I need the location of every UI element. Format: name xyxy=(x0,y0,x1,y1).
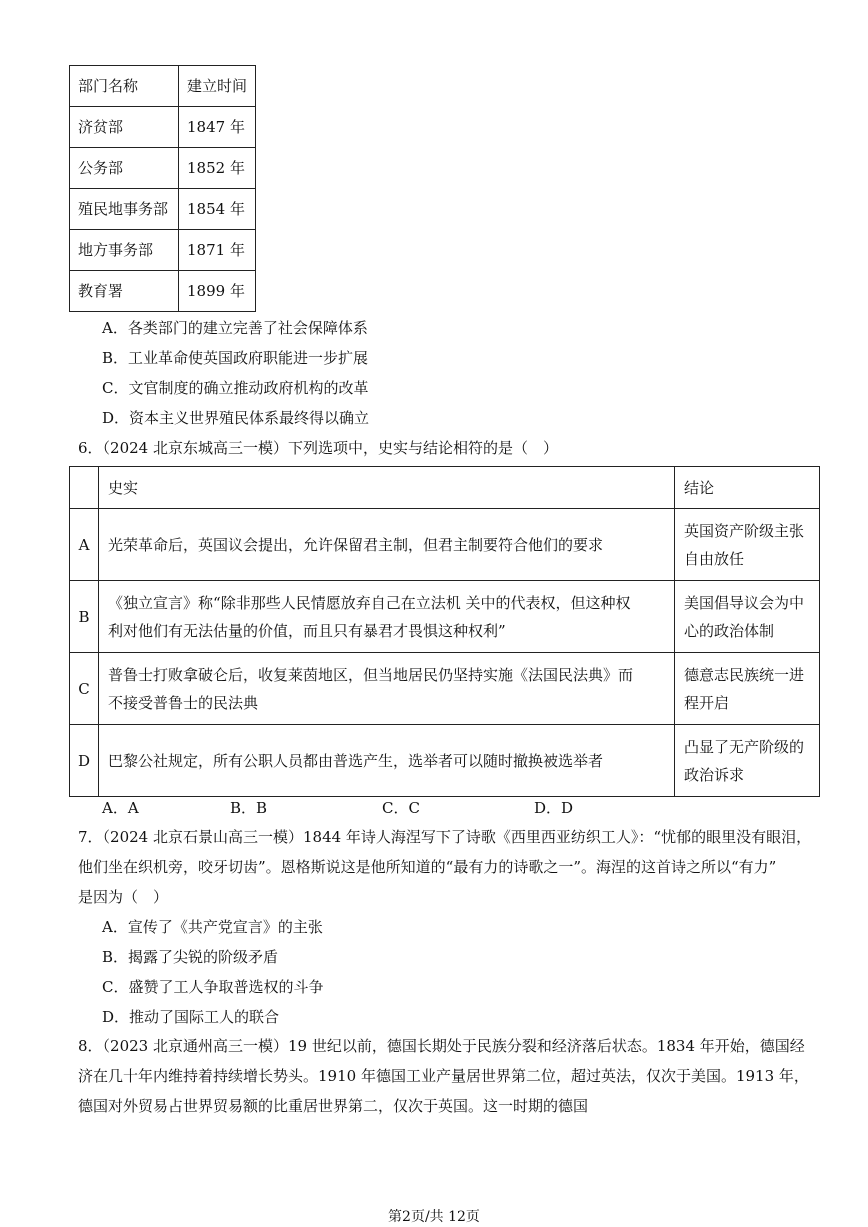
row-label: D xyxy=(70,725,99,797)
table-header-cell: 结论 xyxy=(675,467,820,509)
conclusion-cell xyxy=(675,725,820,797)
q6-option-b: B．B xyxy=(230,799,268,817)
fact-line: 光荣革命后，英国议会提出，允许保留君主制，但君主制要符合他们的要求 xyxy=(108,535,604,554)
table-header-row xyxy=(70,467,820,509)
q5-option-d: D．资本主义世界殖民体系最终得以确立 xyxy=(102,409,370,427)
page-footer: 第2页/共 12页 xyxy=(388,1209,480,1225)
table-row xyxy=(70,509,820,581)
q7-stem-line: 是因为（ ） xyxy=(78,888,169,906)
table-row xyxy=(70,189,256,230)
conclusion-line: 心的政治体制 xyxy=(684,621,775,640)
q7-option-d: D．推动了国际工人的联合 xyxy=(102,1008,280,1026)
table-header-cell: 部门名称 xyxy=(70,66,179,107)
conclusion-line: 德意志民族统一进 xyxy=(684,665,805,684)
table-cell: 地方事务部 xyxy=(70,230,179,271)
table-header-cell xyxy=(70,467,99,509)
conclusion-line: 自由放任 xyxy=(684,549,745,568)
table-header-cell: 建立时间 xyxy=(179,66,256,107)
fact-line: 巴黎公社规定，所有公职人员都由普选产生，选举者可以随时撤换被选举者 xyxy=(108,751,604,770)
table-row xyxy=(70,271,256,312)
table-row xyxy=(70,230,256,271)
table-cell: 济贫部 xyxy=(70,107,179,148)
q5-option-b: B．工业革命使英国政府职能进一步扩展 xyxy=(102,349,369,367)
table-header-row xyxy=(70,66,256,107)
table-row xyxy=(70,148,256,189)
department-table xyxy=(69,65,256,312)
conclusion-line: 英国资产阶级主张 xyxy=(684,521,805,540)
fact-cell xyxy=(99,725,675,797)
table-row xyxy=(70,581,820,653)
q5-option-a: A．各类部门的建立完善了社会保障体系 xyxy=(102,319,368,337)
row-label: A xyxy=(70,509,99,581)
q7-option-b: B．揭露了尖锐的阶级矛盾 xyxy=(102,948,279,966)
fact-line: 利对他们有无法估量的价值，而且只有暴君才畏惧这种权利” xyxy=(108,621,506,640)
table-cell: 1852 年 xyxy=(179,148,256,189)
q6-option-a: A．A xyxy=(102,799,139,817)
q6-option-d: D．D xyxy=(534,799,574,817)
conclusion-line: 美国倡导议会为中 xyxy=(684,593,805,612)
fact-cell xyxy=(99,653,675,725)
conclusion-cell xyxy=(675,581,820,653)
fact-cell xyxy=(99,581,675,653)
conclusion-line: 凸显了无产阶级的 xyxy=(684,737,805,756)
conclusion-cell xyxy=(675,653,820,725)
table-cell: 1871 年 xyxy=(179,230,256,271)
table-cell: 教育署 xyxy=(70,271,179,312)
q6-table xyxy=(69,466,820,797)
q7-option-c: C．盛赞了工人争取普选权的斗争 xyxy=(102,978,324,996)
fact-line: 不接受普鲁士的民法典 xyxy=(108,693,259,712)
table-cell: 1899 年 xyxy=(179,271,256,312)
table-cell: 1847 年 xyxy=(179,107,256,148)
conclusion-line: 政治诉求 xyxy=(684,765,745,784)
q7-stem-line: 他们坐在织机旁，咬牙切齿”。恩格斯说这是他所知道的“最有力的诗歌之一”。海涅的这首诗之所以“有力” xyxy=(78,858,777,876)
conclusion-cell xyxy=(675,509,820,581)
fact-cell xyxy=(99,509,675,581)
row-label: C xyxy=(70,653,99,725)
q6-stem: 6．（2024 北京东城高三一模）下列选项中，史实与结论相符的是（ ） xyxy=(78,439,558,457)
table-row xyxy=(70,107,256,148)
q8-stem-line: 德国对外贸易占世界贸易额的比重居世界第二，仅次于英国。这一时期的德国 xyxy=(78,1097,589,1115)
q8-stem-line: 济在几十年内维持着持续增长势头。1910 年德国工业产量居世界第二位，超过英法，仅次于美国。1913 年， xyxy=(78,1067,809,1085)
table-cell: 公务部 xyxy=(70,148,179,189)
fact-line: 普鲁士打败拿破仑后，收复莱茵地区，但当地居民仍坚持实施《法国民法典》而 xyxy=(108,665,634,684)
table-row xyxy=(70,725,820,797)
q7-stem-line: 7．（2024 北京石景山高三一模）1844 年诗人海涅写下了诗歌《西里西亚纺织工人》：“忧郁的眼里没有眼泪， xyxy=(78,828,812,846)
q7-option-a: A．宣传了《共产党宣言》的主张 xyxy=(102,918,323,936)
table-row xyxy=(70,653,820,725)
table-cell: 1854 年 xyxy=(179,189,256,230)
q5-option-c: C．文官制度的确立推动政府机构的改革 xyxy=(102,379,369,397)
q6-option-c: C．C xyxy=(382,799,420,817)
fact-line: 《独立宣言》称“除非那些人民情愿放弃自己在立法机 关中的代表权，但这种权 xyxy=(108,593,631,612)
row-label: B xyxy=(70,581,99,653)
table-header-cell: 史实 xyxy=(99,467,675,509)
table-cell: 殖民地事务部 xyxy=(70,189,179,230)
conclusion-line: 程开启 xyxy=(684,693,730,712)
q8-stem-line: 8．（2023 北京通州高三一模）19 世纪以前，德国长期处于民族分裂和经济落后状态。1834 年开始，德国经 xyxy=(78,1037,805,1055)
